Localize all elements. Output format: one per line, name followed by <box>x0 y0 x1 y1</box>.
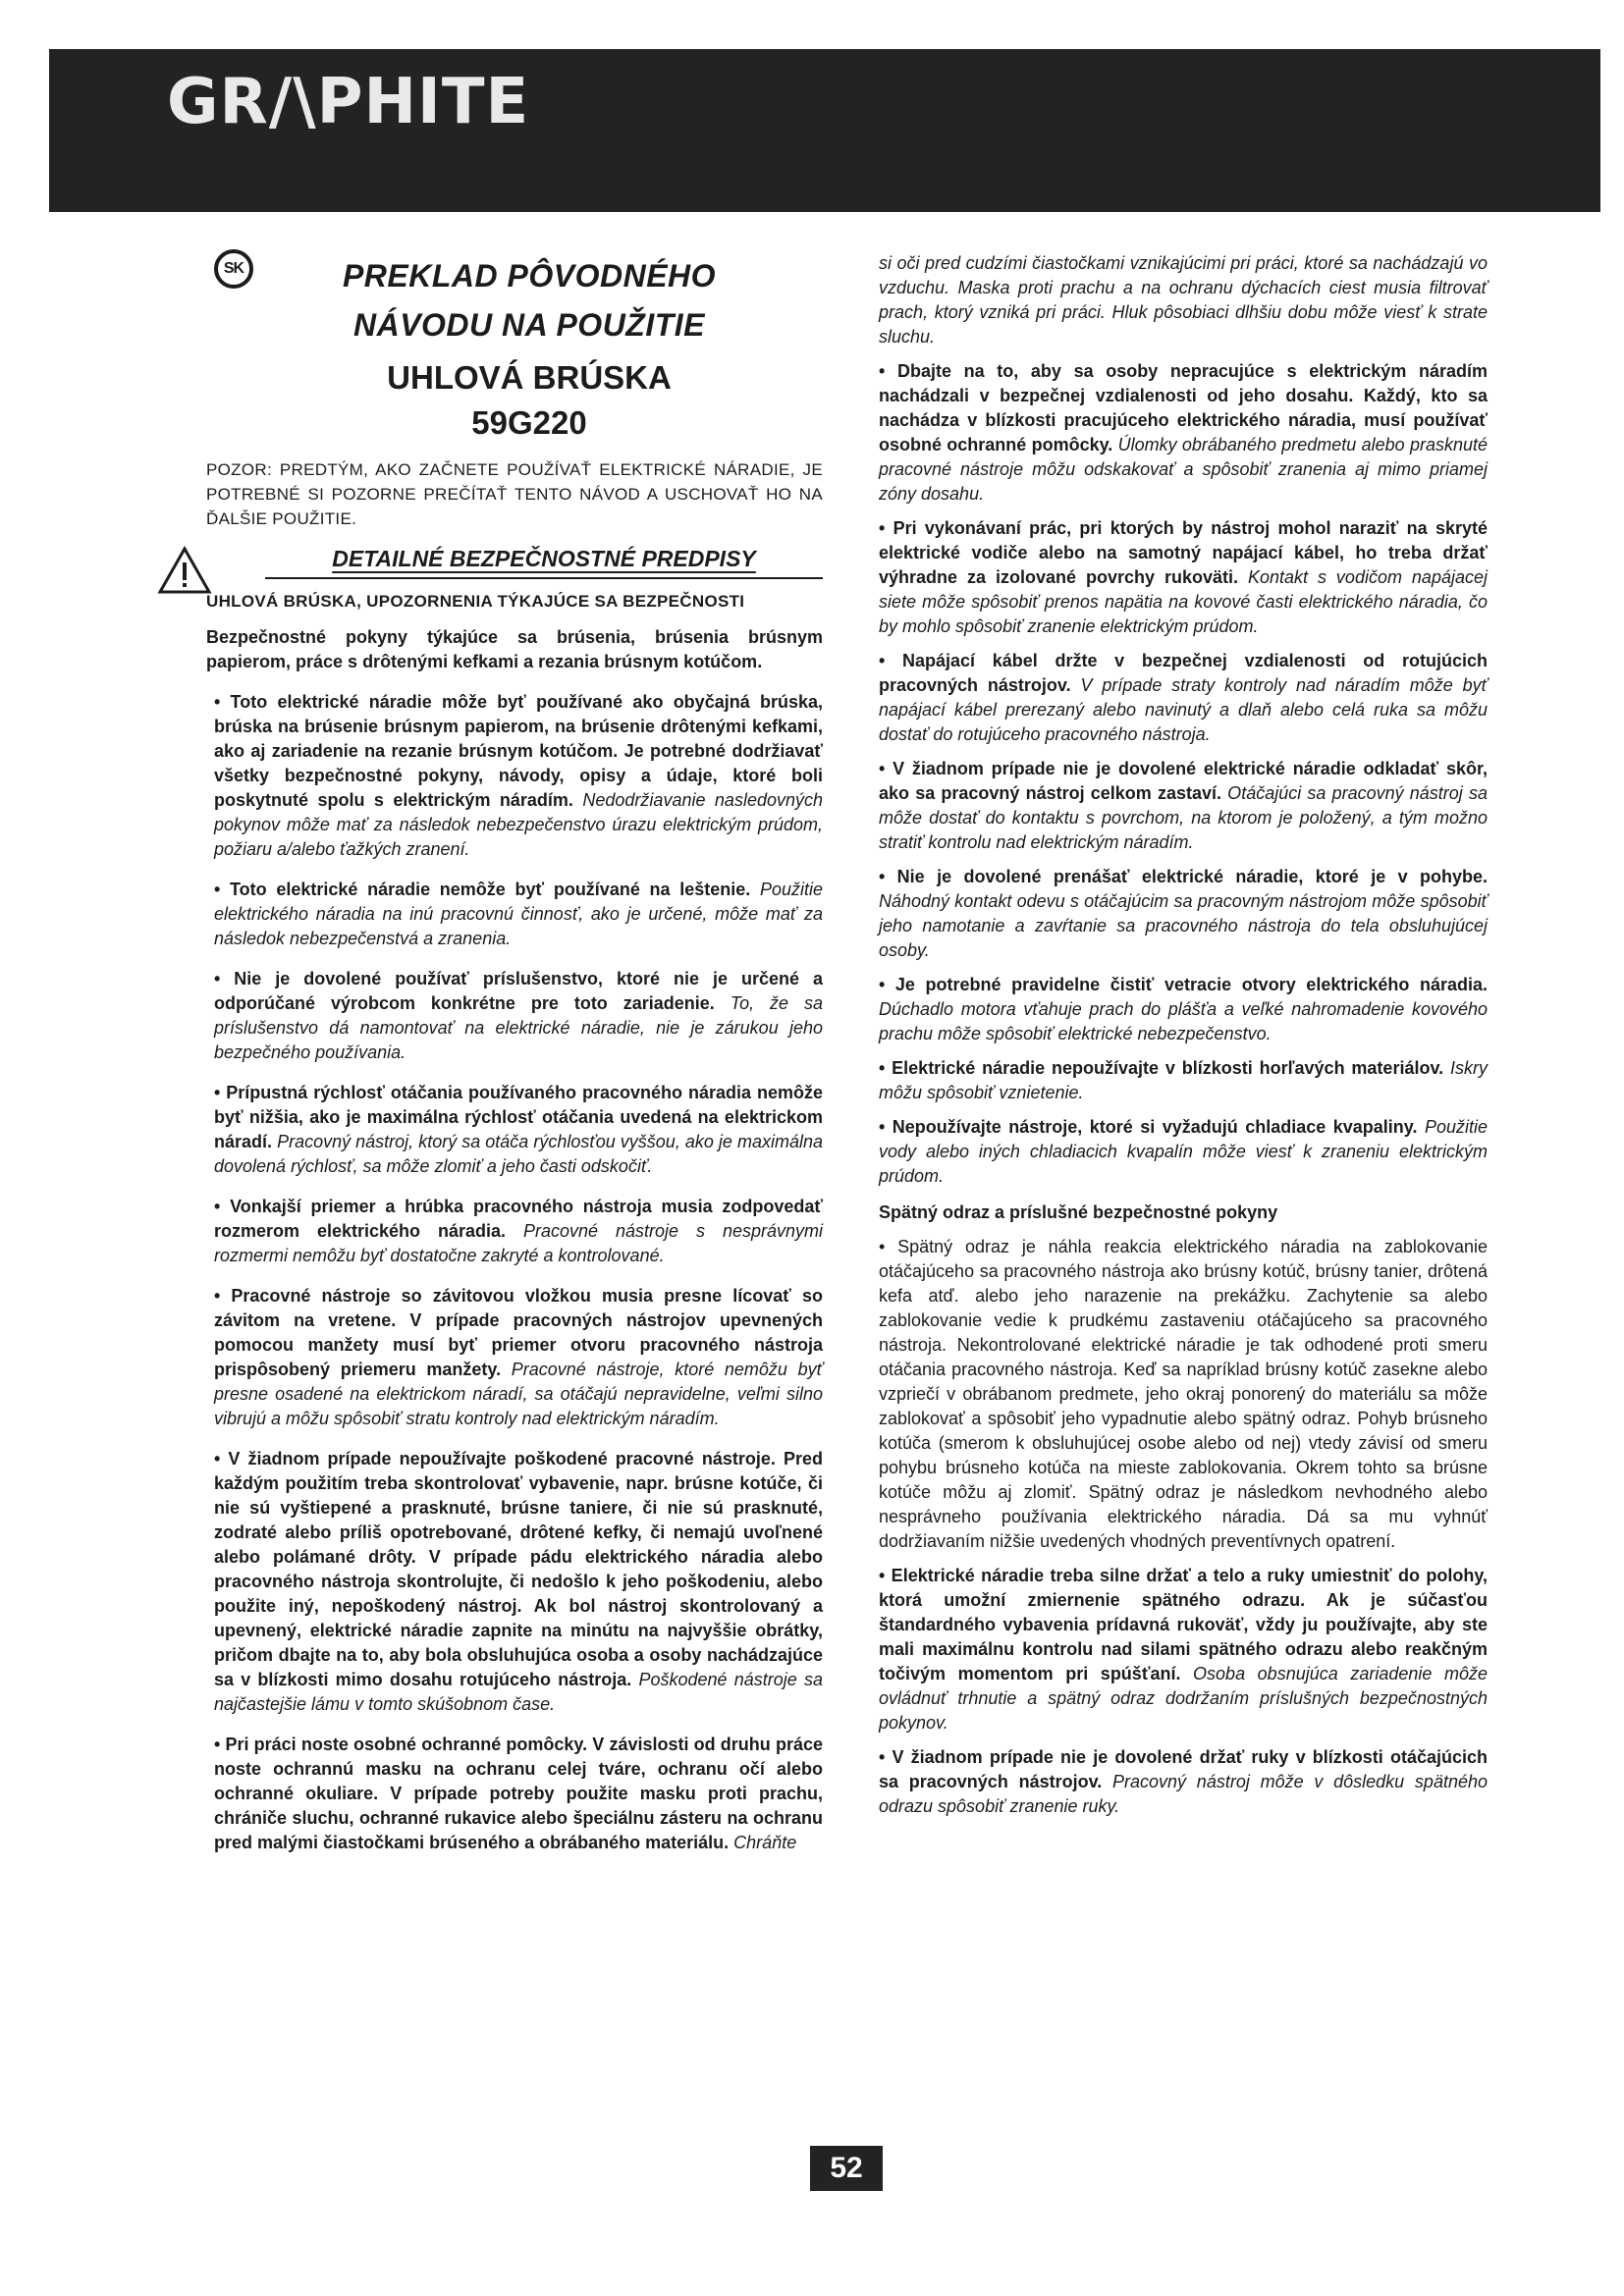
item-italic: Použitie vody alebo iných chladiacich kvapalín môže viesť k zraneniu elektrickým prúdom. <box>879 1117 1488 1186</box>
item-bold: • V žiadnom prípade nie je dovolené držať ruky v blízkosti otáčajúcich sa pracovných nástrojov. <box>879 1747 1488 1791</box>
item-bold: • Pracovné nástroje so závitovou vložkou musia presne lícovať so závitom na vretene. V prípade pracovných nástrojov upevnených pomocou manžety musí byť priemer otvoru pracovného nástroja prispôsobený priemeru manžety. <box>214 1286 823 1379</box>
safety-item <box>214 878 823 951</box>
item-italic: Osoba obsnujúca zariadenie môže ovládnuť trhnutie a spätný odraz dodržaním príslušných bezpečnostných pokynov. <box>879 1664 1488 1733</box>
safety-item <box>879 1115 1488 1189</box>
kickback-heading: Spätný odraz a príslušné bezpečnostné pokyny <box>879 1202 1278 1222</box>
item-italic: Úlomky obrábaného predmetu alebo prasknuté pracovné nástroje môžu odskakovať a spôsobiť zranenia aj mimo priamej zóny dosahu. <box>879 435 1488 504</box>
item-bold: • Nie je dovolené používať príslušenstvo, ktoré nie je určené a odporúčané výrobcom konkrétne pre toto zariadenie. <box>214 969 823 1013</box>
item-bold: • Prípustná rýchlosť otáčania používaného pracovného náradia nemôže byť nižšia, ako je maximálna rýchlosť otáčania uvedená na elektrickom náradí. <box>214 1083 823 1151</box>
item-bold: • Pri práci noste osobné ochranné pomôcky. V závislosti od druhu práce noste ochrannú masku na ochranu celej tváre, ochranu očí alebo ochranné okuliare. V prípade potreby použite masku proti prachu, chrániče sluchu, ochranné rukavice alebo špeciálnu zásteru na ochranu pred malými čiastočkami brúseného a obrábaného materiálu. <box>214 1735 823 1852</box>
brand-logo: GR/\PHITE <box>167 66 530 138</box>
safety-item <box>214 1284 823 1431</box>
safety-item <box>214 1195 823 1268</box>
model-number: 59G220 <box>471 404 587 441</box>
item-bold: • Toto elektrické náradie nemôže byť používané na leštenie. <box>214 880 751 899</box>
item-italic: Pracovný nástroj, ktorý sa otáča rýchlosťou vyššou, ako je maximálna dovolená rýchlosť, sa môže zlomiť a jeho časti odskočiť. <box>214 1132 823 1176</box>
safety-item <box>879 1564 1488 1735</box>
safety-item <box>879 516 1488 639</box>
item-italic: Poškodené nástroje sa najčastejšie lámu v tomto skúšobnom čase. <box>214 1670 824 1714</box>
item-bold: • Elektrické náradie treba silne držať a telo a ruky umiestniť do polohy, ktorá umožní zmiernenie spätného odrazu. Ak je súčasťou štandardného vybavenia prídavná rukoväť, vždy ju používajte, aby ste mali maximálnu kontrolu nad silami spätného odrazu alebo reakčným točivým momentom pri spúšťaní. <box>879 1566 1488 1683</box>
title-line-2: NÁVODU NA POUŽITIE <box>352 307 706 343</box>
safety-item <box>879 973 1488 1046</box>
item-bold: • Nie je dovolené prenášať elektrické náradie, ktoré je v pohybe. <box>879 867 1488 886</box>
kickback-paragraph: • Spätný odraz je náhla reakcia elektrického náradia na zablokovanie otáčajúceho sa pracovného nástroja ako brúsny kotúč, brúsny tanier, drôtená kefa atď. alebo jeho narazenie na prekážku. Zachytenie sa alebo zablokovanie vedie k prudkému zastaveniu otáčajúceho sa pracovného nástroja. Nekontrolované elektrické náradie je tak odhodené proti smeru otáčania pracovného nástroja. Keď sa napríklad brúsny kotúč zasekne alebo vzpriečí v obrábanom predmete, jeho okraj ponorený do materiálu sa môže zablokovať a spôsobiť jeho vypadnutie alebo spätný odraz. Pohyb brúsneho kotúča (smerom k obsluhujúcej osobe alebo od nej) vtedy závisí od smeru pohybu brúsneho kotúča na mieste zablokovania. Okrem tohto sa brúsne kotúče môžu aj zlomiť. Spätný odraz je následkom nevhodného alebo nesprávneho používania elektrického náradia. Dá sa mu vyhnúť dodržiavaním nižšie uvedených vhodných preventívnych opatrení. <box>879 1237 1488 1551</box>
safety-item <box>214 1733 823 1855</box>
item-bold: • Dbajte na to, aby sa osoby nepracujúce s elektrickým náradím nachádzali v bezpečnej vzdialenosti od jeho dosahu. Každý, kto sa nachádza v blízkosti pracujúceho elektrického náradia, musí používať osobné ochranné pomôcky. <box>879 361 1488 454</box>
item-italic: Dúchadlo motora vťahuje prach do plášťa a veľké nahromadenie kovového prachu môže spôsobiť elektrické nebezpečenstvo. <box>879 999 1488 1043</box>
item-italic: Nedodržiavanie nasledovných pokynov môže mať za následok nebezpečenstvo úrazu elektrickým prúdom, požiaru a/alebo ťažkých zranení. <box>214 790 823 859</box>
item-bold: • Pri vykonávaní prác, pri ktorých by nástroj mohol naraziť na skryté elektrické vodiče alebo na samotný napájací kábel, ho treba držať výhradne za izolované povrchy rukoväti. <box>879 518 1488 587</box>
continued-text: si oči pred cudzími čiastočkami vznikajúcimi pri práci, ktoré sa nachádzajú vo vzduchu. Maska proti prachu a na ochranu dýchacích ciest musia filtrovať prach, ktorý vzniká pri práci. Hluk pôsobiaci dlhšiu dobu môže viesť k strate sluchu. <box>879 253 1488 347</box>
item-bold: • Vonkajší priemer a hrúbka pracovného nástroja musia zodpovedať rozmerom elektrického náradia. <box>214 1197 823 1241</box>
section-heading: DETAILNÉ BEZPEČNOSTNÉ PREDPISY <box>265 547 823 579</box>
caution-note: POZOR: PREDTÝM, AKO ZAČNETE POUŽÍVAŤ ELEKTRICKÉ NÁRADIE, JE POTREBNÉ SI POZORNE PREČÍTAŤ TENTO NÁVOD A USCHOVAŤ HO NA ĎALŠIE POUŽITIE. <box>206 460 823 528</box>
item-italic: Náhodný kontakt odevu s otáčajúcim sa pracovným nástrojom môže spôsobiť jeho namotanie a zavŕtanie sa pracovného nástroja do tela obsluhujúcej osoby. <box>879 891 1488 960</box>
safety-item <box>214 967 823 1065</box>
item-bold: • Toto elektrické náradie môže byť používané ako obyčajná brúska, brúska na brúsenie brúsnym papierom, na brúsenie drôtenými kefkami, ako aj zariadenie na rezanie brúsnym kotúčom. Je potrebné dodržiavať všetky bezpečnostné pokyny, návody, opisy a údaje, ktoré boli poskytnuté spolu s elektrickým náradím. <box>214 692 823 810</box>
item-bold: • Elektrické náradie nepoužívajte v blízkosti horľavých materiálov. <box>879 1058 1444 1078</box>
item-italic: Chráňte <box>729 1833 797 1852</box>
language-badge: SK <box>214 249 253 289</box>
item-bold: • Napájací kábel držte v bezpečnej vzdialenosti od rotujúcich pracovných nástrojov. <box>879 651 1488 695</box>
item-bold: • V žiadnom prípade nie je dovolené elektrické náradie odkladať skôr, ako sa pracovný nástroj celkom zastaví. <box>879 759 1488 803</box>
safety-item <box>879 1056 1488 1105</box>
safety-item <box>879 1745 1488 1819</box>
product-name: UHLOVÁ BRÚSKA <box>387 359 672 396</box>
item-italic: Iskry môžu spôsobiť vznietenie. <box>879 1058 1488 1102</box>
warning-triangle-icon <box>157 546 212 595</box>
safety-item <box>879 649 1488 747</box>
right-column <box>879 251 1488 1819</box>
item-bold: • Nepoužívajte nástroje, ktoré si vyžadujú chladiace kvapaliny. <box>879 1117 1418 1137</box>
title-line-1: PREKLAD PÔVODNÉHO <box>342 258 717 294</box>
warning-subheading: UHLOVÁ BRÚSKA, UPOZORNENIA TÝKAJÚCE SA BEZPEČNOSTI <box>206 592 745 611</box>
safety-item <box>879 359 1488 507</box>
item-bold: • V žiadnom prípade nepoužívajte poškodené pracovné nástroje. Pred každým použitím treba skontrolovať vybavenie, napr. brúsne kotúče, či nie sú vyštiepené a prasknuté, brúsne taniere, či nie sú prasknuté, zodraté alebo príliš opotrebované, drôtené kefky, či nemajú uvoľnené alebo polámané drôty. V prípade pádu elektrického náradia alebo pracovného nástroja skontrolujte, či nedošlo k jeho poškodeniu, alebo použite iný, nepoškodený nástroj. Ak bol nástroj skontrolovaný a upevnený, elektrické náradie zapnite na minútu na najvyššie obrátky, pričom dbajte na to, aby bola obsluhujúca osoba a osoby nachádzajúce sa v blízkosti mimo dosahu rotujúceho nástroja. <box>214 1449 823 1689</box>
left-column <box>206 251 823 1855</box>
safety-item <box>214 1081 823 1179</box>
item-italic: To, že sa príslušenstvo dá namontovať na elektrické náradie, nie je zárukou jeho bezpečného používania. <box>214 993 823 1062</box>
item-italic: Kontakt s vodičom napájacej siete môže spôsobiť prenos napätia na kovové časti elektrického náradia, čo by mohlo spôsobiť zranenie elektrickým prúdom. <box>879 567 1488 636</box>
item-italic: V prípade straty kontroly nad náradím môže byť napájací kábel prerezaný alebo navinutý a dlaň alebo celá ruka sa môžu dostať do rotujúceho pracovného nástroja. <box>879 675 1488 744</box>
item-bold: • Je potrebné pravidelne čistiť vetracie otvory elektrického náradia. <box>879 975 1488 994</box>
safety-item <box>214 690 823 862</box>
item-italic: Otáčajúci sa pracovný nástroj sa môže dostať do kontaktu s povrchom, na ktorom je položený, a tým možno stratiť kontrolu nad elektrickým náradím. <box>879 783 1488 852</box>
item-italic: Pracovné nástroje, ktoré nemôžu byť presne osadené na elektrickom náradí, sa otáčajú nepravidelne, veľmi silno vibrujú a môžu spôsobiť stratu kontroly nad elektrickým náradím. <box>214 1360 823 1428</box>
safety-item <box>214 1447 823 1717</box>
page-number: 52 <box>810 2146 883 2191</box>
intro-text: Bezpečnostné pokyny týkajúce sa brúsenia, brúsenia brúsnym papierom, práce s drôtenými kefkami a rezania brúsnym kotúčom. <box>206 627 823 671</box>
title-block <box>206 251 823 446</box>
safety-item <box>879 757 1488 855</box>
kickback-text <box>879 1235 1488 1554</box>
item-italic: Použitie elektrického náradia na inú pracovnú činnosť, ako je určené, môže mať za následok nebezpečenstvá a zranenia. <box>214 880 823 948</box>
item-italic: Pracovný nástroj môže v dôsledku spätného odrazu spôsobiť zranenie ruky. <box>879 1772 1488 1816</box>
item-italic: Pracovné nástroje s nesprávnymi rozmermi nemôžu byť dostatočne zakryté a kontrolované. <box>214 1221 823 1265</box>
safety-item <box>879 865 1488 963</box>
